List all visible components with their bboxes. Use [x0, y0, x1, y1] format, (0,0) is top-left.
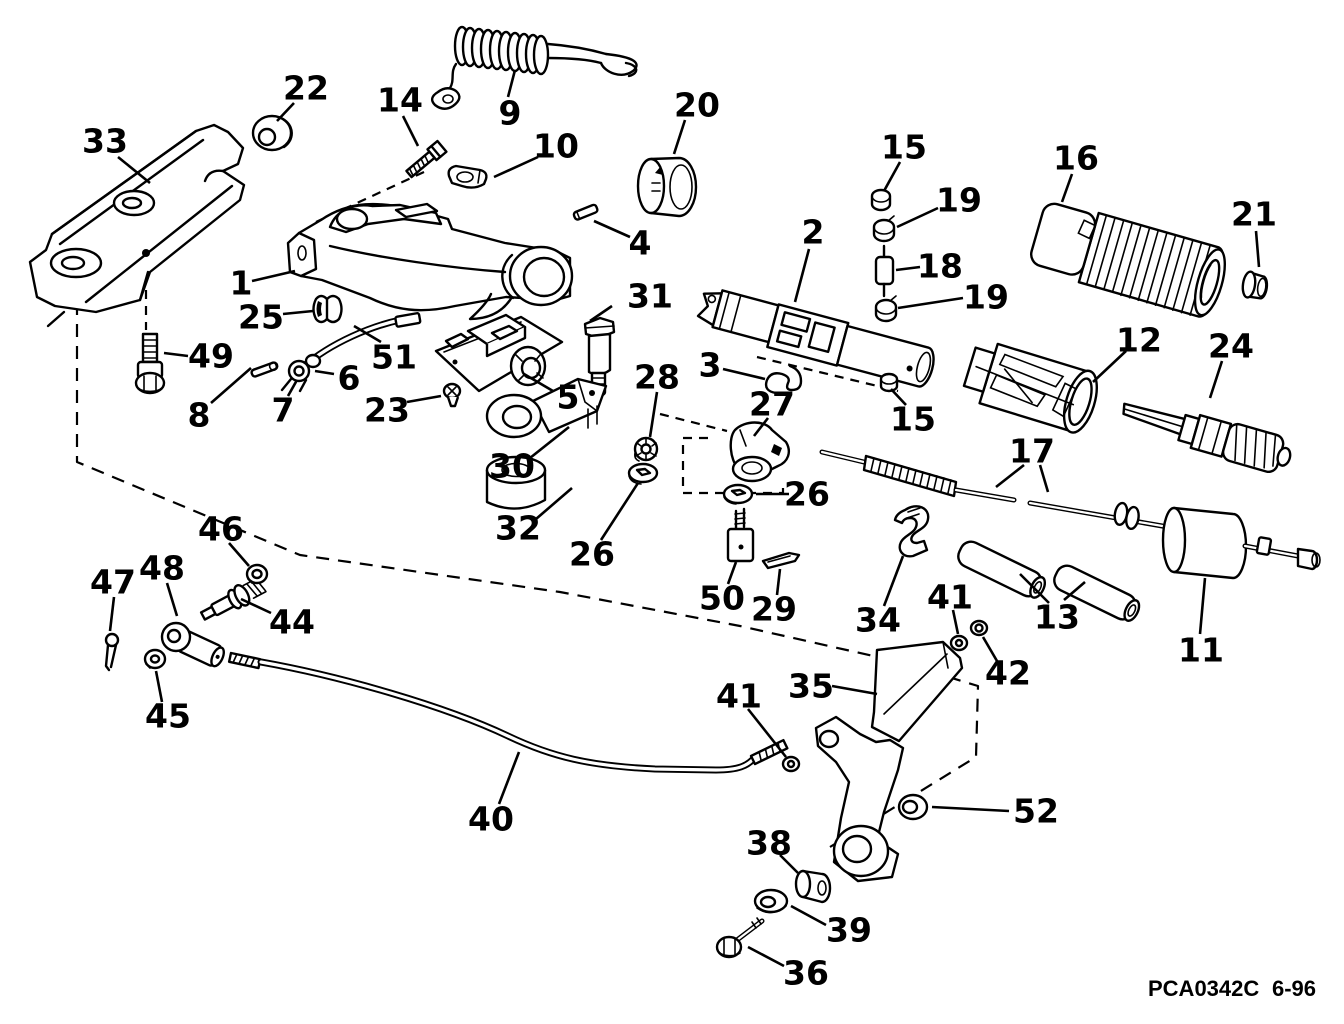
part-number-label: 23	[364, 390, 410, 430]
leader-line	[1210, 361, 1222, 398]
leader-line	[832, 686, 877, 694]
part-number-label: 10	[533, 126, 579, 166]
part-number-label: 29	[751, 589, 797, 629]
part-26-washer-right	[724, 485, 752, 504]
callout-26	[569, 483, 638, 574]
callout-20	[674, 86, 720, 155]
part-number-label: 2	[801, 212, 825, 252]
part-number-label: 11	[1178, 630, 1224, 670]
part-number-label: 36	[783, 953, 829, 993]
part-47-cotter-pin	[106, 634, 118, 670]
part-number-label: 15	[890, 399, 936, 439]
callout-15	[890, 389, 936, 439]
leader-line	[650, 392, 657, 437]
part-number-label: 47	[90, 562, 136, 602]
leader-line	[748, 947, 784, 966]
part-number-label: 48	[139, 548, 185, 588]
part-number-label: 31	[627, 276, 673, 316]
part-number-label: 51	[371, 337, 417, 377]
callout-16	[1053, 139, 1099, 203]
part-40-steering-rod	[229, 653, 787, 770]
part-number-label: 24	[1208, 326, 1254, 366]
part-number-label: 50	[699, 578, 745, 618]
part-number-label: 1	[229, 263, 253, 303]
part-19-bushing-lower	[876, 296, 896, 321]
leader-line	[1256, 231, 1259, 267]
part-52-washer	[899, 795, 927, 819]
part-42-washer	[971, 621, 987, 635]
part-number-label: 17	[1009, 431, 1055, 471]
part-15-cap-top	[872, 190, 890, 210]
part-49-bolt	[136, 334, 164, 393]
leader-line	[897, 208, 938, 227]
leader-line	[795, 249, 809, 302]
part-number-label: 16	[1053, 138, 1099, 178]
leader-line	[884, 556, 903, 606]
callout-17	[996, 432, 1055, 493]
callout-25	[238, 298, 313, 337]
part-23-screw	[444, 384, 460, 406]
part-34-clip	[895, 506, 928, 556]
leader-line	[723, 369, 765, 379]
callout-29	[751, 569, 797, 629]
part-18-pin-valve	[876, 246, 893, 296]
part-12-throttle-cam	[960, 337, 1103, 436]
part-number-label: 18	[917, 246, 963, 286]
part-number-label: 41	[927, 577, 973, 617]
leader-line	[674, 120, 685, 154]
part-number-label: 20	[674, 85, 720, 125]
part-number-label: 4	[628, 223, 652, 263]
part-number-label: 41	[716, 676, 762, 716]
callout-46	[198, 510, 249, 567]
part-28-lock-washer	[635, 438, 657, 461]
callout-8	[188, 368, 251, 435]
part-48-rod-end	[162, 623, 227, 669]
callout-4	[594, 221, 651, 263]
part-number-label: 21	[1231, 194, 1277, 234]
part-number-label: 15	[881, 127, 927, 167]
leader-line	[1200, 578, 1205, 634]
parts-artwork	[30, 27, 1320, 957]
part-4-pin	[573, 204, 598, 220]
callout-39	[791, 906, 872, 950]
callout-19	[897, 181, 982, 228]
leader-line	[167, 583, 177, 616]
callout-12	[1093, 321, 1162, 383]
callout-31	[590, 277, 673, 322]
part-50-stud	[728, 509, 753, 561]
leader-line	[252, 271, 295, 281]
part-number-label: 19	[936, 180, 982, 220]
part-number-label: 38	[746, 823, 792, 863]
part-46-nut	[247, 565, 267, 583]
part-number-label: 25	[238, 297, 284, 337]
part-number-label: 3	[698, 345, 722, 385]
leader-line	[1062, 174, 1072, 202]
part-number-label: 26	[784, 474, 830, 514]
leader-line	[898, 298, 963, 308]
callout-41	[927, 578, 973, 635]
part-number-label: 52	[1013, 791, 1059, 831]
callout-9	[499, 70, 522, 133]
drawing-date: 6-96	[1272, 976, 1317, 1001]
leader-line	[403, 116, 418, 146]
part-number-label: 35	[788, 666, 834, 706]
leader-line	[499, 752, 519, 804]
part-38-bushing	[796, 871, 830, 902]
leader-line	[283, 311, 313, 314]
part-number-label: 9	[498, 93, 522, 133]
part-number-label: 22	[283, 68, 329, 108]
callout-35	[788, 667, 877, 706]
part-number-label: 6	[337, 358, 361, 398]
callout-24	[1208, 327, 1254, 399]
callout-22	[277, 69, 329, 122]
callout-41	[716, 677, 786, 758]
callout-11	[1178, 578, 1224, 670]
part-15-cap-mid	[881, 374, 897, 391]
part-number-label: 39	[826, 910, 872, 950]
part-number-label: 26	[569, 534, 615, 574]
part-number-label: 13	[1034, 597, 1080, 637]
callout-3	[699, 346, 765, 385]
part-19-bushing-upper	[874, 216, 894, 241]
leader-line	[791, 906, 826, 925]
leader-line	[932, 807, 1009, 811]
part-35-steering-arm	[816, 642, 962, 881]
callout-40	[468, 752, 519, 839]
part-14-screw	[405, 141, 447, 179]
callout-38	[746, 824, 798, 874]
part-39-washer	[755, 890, 787, 913]
part-number-label: 49	[188, 336, 234, 376]
part-21-cap	[1241, 271, 1268, 300]
part-10-clip	[449, 166, 487, 188]
part-33-swivel-bracket	[30, 125, 244, 326]
leader-line	[110, 597, 114, 631]
part-45-nut	[145, 650, 165, 668]
part-20-cap	[638, 158, 696, 216]
callout-21	[1231, 195, 1277, 268]
part-number-label: 7	[271, 390, 295, 430]
callout-15	[881, 128, 927, 192]
leader-line	[164, 353, 188, 356]
part-number-label: 30	[489, 446, 535, 486]
part-number-label: 19	[963, 277, 1009, 317]
callout-18	[896, 247, 963, 286]
leader-line	[494, 157, 538, 177]
callout-28	[634, 358, 680, 438]
callout-34	[855, 556, 903, 640]
part-number-label: 8	[187, 395, 211, 435]
part-number-label: 40	[468, 799, 514, 839]
part-11-cable-end	[1163, 508, 1320, 578]
leader-line	[601, 483, 638, 540]
callout-44	[241, 599, 315, 642]
callout-6	[315, 359, 360, 398]
callout-42	[983, 637, 1031, 693]
callout-36	[748, 947, 829, 993]
part-9-lanyard-spring	[432, 27, 636, 109]
part-5-stop-switch-plate	[436, 315, 562, 391]
leader-line	[594, 221, 630, 237]
callout-50	[699, 562, 745, 618]
part-27-cable-carrier	[731, 423, 789, 482]
part-number-label: 12	[1116, 320, 1162, 360]
part-number-label: 45	[145, 696, 191, 736]
part-26-washer-center	[629, 464, 657, 484]
callout-33	[82, 122, 150, 184]
part-number-label: 14	[377, 80, 423, 120]
part-22-washer	[253, 116, 292, 150]
part-25-grommet	[314, 296, 342, 322]
leader-line	[407, 396, 441, 402]
part-number-label: 44	[269, 602, 315, 642]
part-number-label: 42	[985, 653, 1031, 693]
leader-line	[315, 371, 334, 374]
part-17-steering-cable	[822, 452, 1168, 530]
callout-47	[90, 563, 136, 632]
callout-49	[164, 337, 234, 376]
callout-23	[364, 391, 441, 430]
callout-48	[139, 549, 185, 617]
part-24-cable-adjuster	[1117, 392, 1295, 476]
part-41-nut-lower	[783, 757, 799, 771]
callout-52	[932, 792, 1059, 831]
callout-26	[756, 475, 830, 514]
callout-10	[494, 127, 579, 178]
part-number-label: 28	[634, 357, 680, 397]
part-number-label: 27	[749, 384, 795, 424]
callout-14	[377, 81, 423, 147]
part-16-handle-grip	[1027, 198, 1232, 321]
part-number-label: 33	[82, 121, 128, 161]
part-2-throttle-shaft	[695, 285, 938, 390]
part-8-pin	[251, 361, 279, 378]
part-number-label: 34	[855, 600, 901, 640]
callout-2	[795, 213, 824, 303]
part-41-nut-upper	[951, 636, 967, 650]
part-number-label: 46	[198, 509, 244, 549]
drawing-code: PCA0342C	[1148, 976, 1260, 1001]
part-29-pin	[763, 553, 799, 568]
callout-45	[145, 671, 191, 736]
part-number-label: 32	[495, 508, 541, 548]
part-number-label: 5	[556, 377, 580, 417]
